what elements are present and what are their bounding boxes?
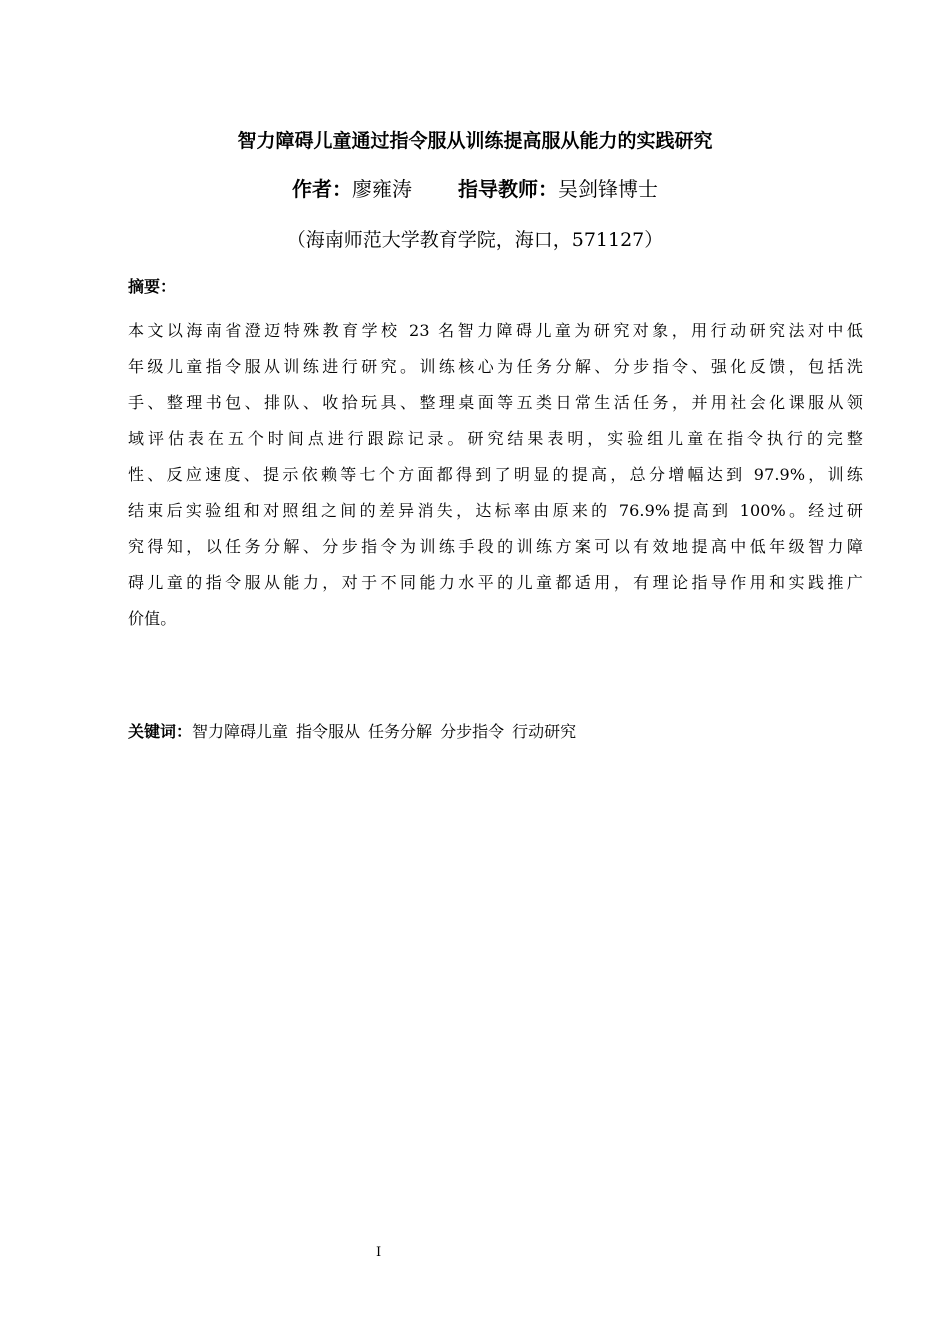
paper-title: 智力障碍儿童通过指令服从训练提高服从能力的实践研究 bbox=[237, 130, 713, 152]
abstract-line: 结束后实验组和对照组之间的差异消失，达标率由原来的 76.9%提高到 100%。经过研 bbox=[128, 501, 863, 520]
abstract-line: 本文以海南省澄迈特殊教育学校 23 名智力障碍儿童为研究对象，用行动研究法对中低 bbox=[128, 321, 863, 340]
abstract-line: 年级儿童指令服从训练进行研究。训练核心为任务分解、分步指令、强化反馈，包括洗 bbox=[128, 357, 863, 376]
keyword: 任务分解 bbox=[368, 722, 433, 741]
abstract-line: 手、整理书包、排队、收拾玩具、整理桌面等五类日常生活任务，并用社会化课服从领 bbox=[128, 393, 863, 412]
keyword: 智力障碍儿童 bbox=[192, 722, 289, 741]
abstract-line: 价值。 bbox=[128, 609, 177, 628]
abstract-line: 碍儿童的指令服从能力，对于不同能力水平的儿童都适用，有理论指导作用和实践推广 bbox=[128, 573, 863, 592]
affiliation: （海南师范大学教育学院，海口，571127） bbox=[286, 229, 664, 251]
keywords-label: 关键词： bbox=[128, 722, 193, 741]
advisor-name: 吴剑锋博士 bbox=[558, 177, 658, 201]
author-label: 作者： bbox=[292, 177, 352, 201]
author-name: 廖雍涛 bbox=[352, 177, 412, 201]
abstract-line: 性、反应速度、提示依赖等七个方面都得到了明显的提高，总分增幅达到 97.9%，训练 bbox=[128, 465, 863, 484]
abstract-heading: 摘要： bbox=[128, 277, 177, 296]
keywords-line bbox=[128, 718, 584, 746]
author-line bbox=[0, 174, 950, 204]
abstract-line: 究得知，以任务分解、分步指令为训练手段的训练方案可以有效地提高中低年级智力障 bbox=[128, 537, 863, 556]
advisor-label: 指导教师： bbox=[458, 177, 558, 201]
keyword: 分步指令 bbox=[440, 722, 505, 741]
abstract-line: 域评估表在五个时间点进行跟踪记录。研究结果表明，实验组儿童在指令执行的完整 bbox=[128, 429, 863, 448]
abstract-body bbox=[128, 313, 863, 637]
page-number: I bbox=[376, 1245, 382, 1260]
keyword: 指令服从 bbox=[296, 722, 361, 741]
keyword: 行动研究 bbox=[512, 722, 577, 741]
